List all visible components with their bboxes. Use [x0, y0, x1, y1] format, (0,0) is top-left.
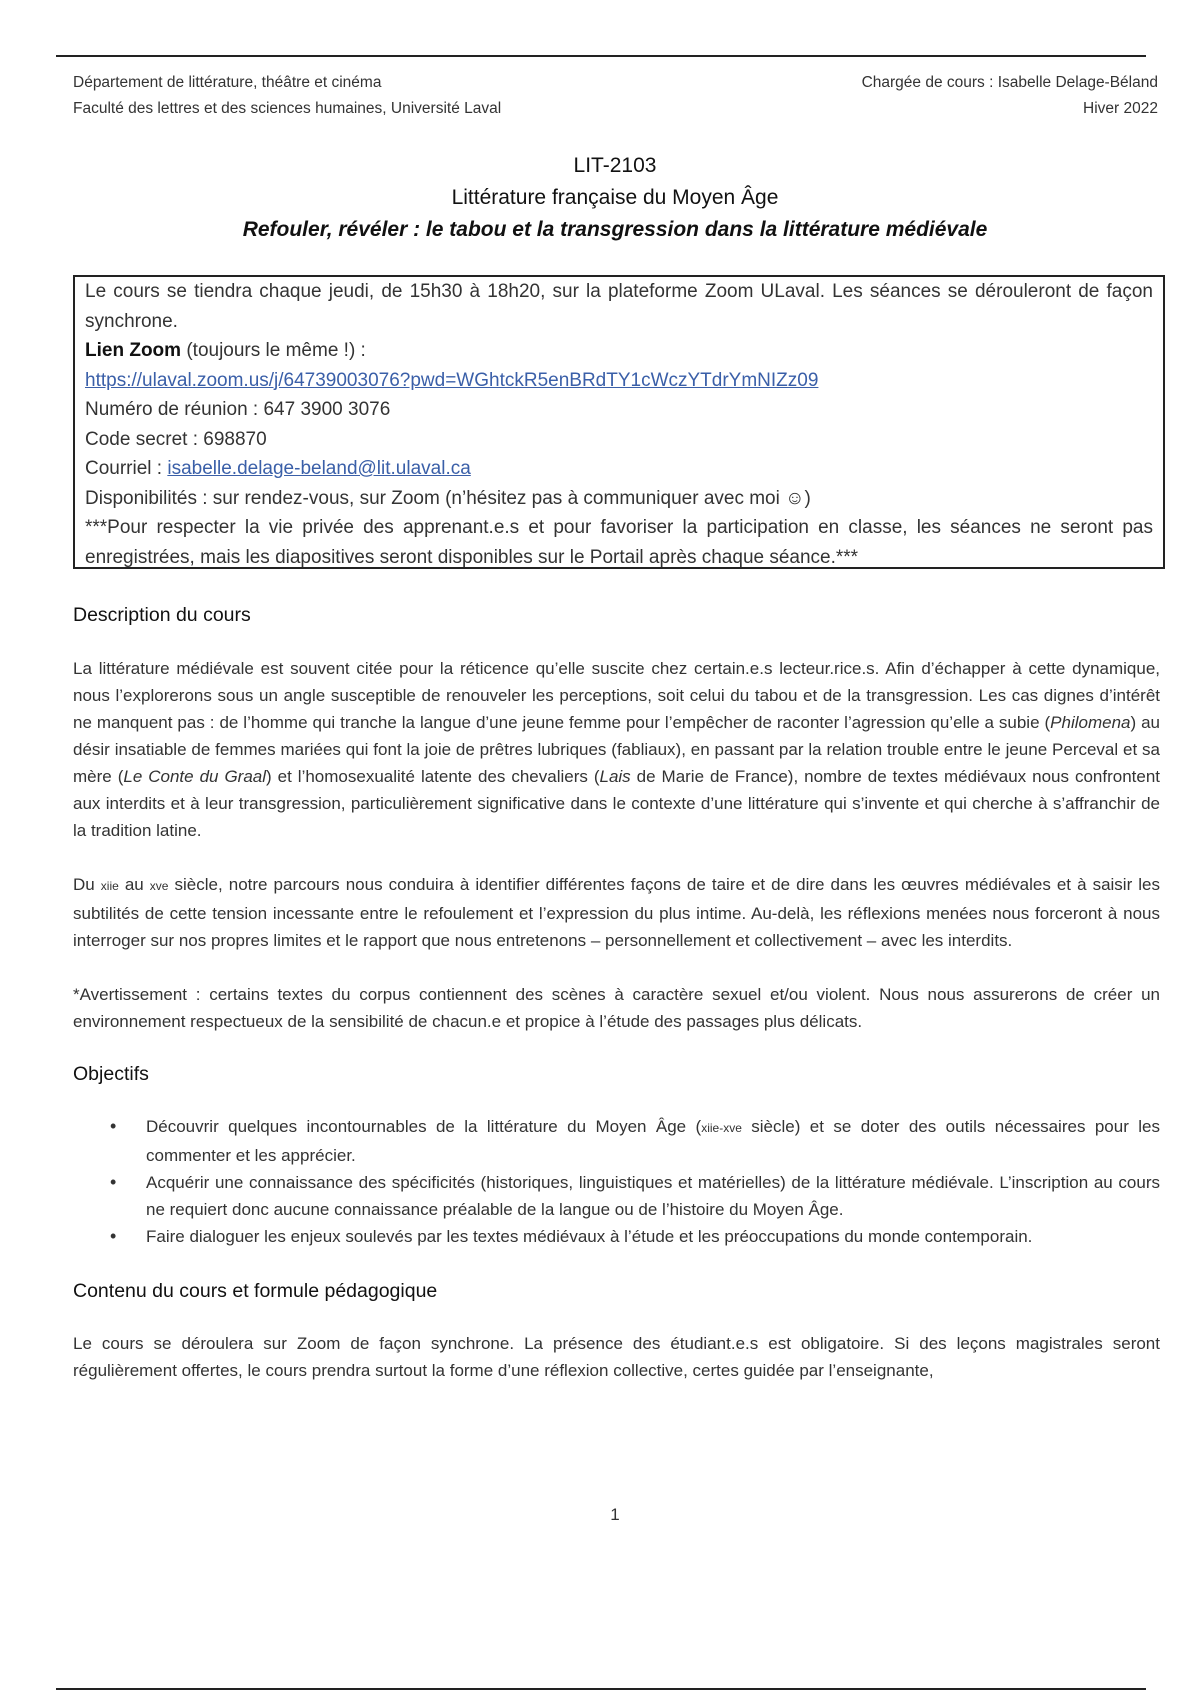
warning-paragraph: *Avertissement : certains textes du corpus contiennent des scènes à caractère sexuel et/ou violent. Nous nous assurerons de créer un environnement respectueux de la sensibilité de chacun.e et propice à l’étude des passages plus délicats.	[73, 985, 1160, 1031]
objective-item	[73, 1113, 1160, 1169]
course-code: LIT-2103	[573, 154, 657, 177]
zoom-note: (toujours le même !) :	[181, 340, 366, 361]
objective-3-text: Faire dialoguer les enjeux soulevés par les textes médiévaux à l’étude et les préoccupations du monde contemporain.	[146, 1227, 1033, 1246]
privacy-note: ***Pour respecter la vie privée des apprenant.e.s et pour favoriser la participation en classe, les séances ne seront pas enregistrées, mais les diapositives seront disponibles sur le Portail après chaque séance.***	[85, 517, 1153, 568]
main-content	[73, 600, 1160, 1384]
p2-au: au	[118, 875, 150, 894]
faculty: Faculté des lettres et des sciences humaines, Université Laval	[73, 100, 502, 117]
objective-1-centuries: xiie-xve	[701, 1121, 742, 1135]
objectives-heading: Objectifs	[73, 1063, 149, 1085]
p1-text-c: ) et l’homosexualité latente des chevaliers (	[266, 767, 600, 786]
philomena-title: Philomena	[1050, 713, 1131, 732]
schedule-text: Le cours se tiendra chaque jeudi, de 15h30 à 18h20, sur la plateforme Zoom ULaval. Les séances se dérouleront de façon synchrone.	[85, 281, 1153, 332]
description-paragraph-1	[73, 655, 1160, 844]
zoom-label: Lien Zoom	[85, 340, 182, 361]
bullet-icon: •	[110, 1172, 117, 1192]
top-rule	[56, 55, 1146, 57]
department: Département de littérature, théâtre et cinéma	[73, 74, 382, 91]
graal-title: Le Conte du Graal	[123, 767, 267, 786]
zoom-line	[85, 336, 1153, 366]
p1-text-d: de Marie de France), nombre de textes médiévaux nous confrontent aux interdits et à leur transgression, particulièrement significative dans le contexte d’une littérature qui s’invente et qui cherche à s’affranchir de la tradition latine.	[73, 767, 1161, 840]
century-xv: xve	[149, 879, 169, 893]
objective-1-text-b: siècle) et se doter des outils nécessaires pour les commenter et les apprécier.	[146, 1117, 1160, 1165]
objective-1-text-a: Découvrir quelques incontournables de la littérature du Moyen Âge (	[146, 1117, 702, 1136]
lecturer: Chargée de cours : Isabelle Delage-Béland	[861, 74, 1158, 91]
header-left	[73, 70, 501, 122]
availability: Disponibilités : sur rendez-vous, sur Zoom (n’hésitez pas à communiquer avec moi ☺)	[85, 487, 811, 509]
course-subtitle: Refouler, révéler : le tabou et la transgression dans la littérature médiévale	[242, 218, 988, 241]
content-paragraph-1: Le cours se déroulera sur Zoom de façon synchrone. La présence des étudiant.e.s est obligatoire. Si des leçons magistrales seront régulièrement offertes, le cours prendra surtout la forme d’une réflexion collective, certes guidée par l’enseignante,	[73, 1334, 1160, 1380]
objective-item	[73, 1169, 1160, 1223]
description-paragraph-2	[73, 871, 1160, 954]
bullet-icon: •	[110, 1226, 117, 1246]
page-header	[73, 70, 1158, 122]
zoom-link[interactable]: https://ulaval.zoom.us/j/64739003076?pwd=WGhtckR5enBRdTY1cWczYTdrYmNIZz09	[85, 369, 819, 391]
content-heading: Contenu du cours et formule pédagogique	[73, 1280, 438, 1302]
email-line	[85, 454, 1153, 484]
meeting-number: Numéro de réunion : 647 3900 3076	[85, 399, 391, 420]
p2-du: Du	[73, 875, 101, 894]
objective-item	[73, 1223, 1160, 1250]
page-number: 1	[610, 1505, 620, 1524]
header-right	[862, 70, 1158, 122]
objectives-list	[73, 1113, 1160, 1250]
course-info-box	[73, 275, 1165, 569]
p1-text-b: ) au désir insatiable de femmes mariées qui font la joie de prêtres lubriques (fabliaux), en passant par la relation trouble entre le jeune Perceval et sa mère (	[73, 713, 1161, 786]
secret-code: Code secret : 698870	[85, 428, 267, 450]
p1-text-a: La littérature médiévale est souvent citée pour la réticence qu’elle suscite chez certain.e.s lecteur.rice.s. Afin d’échapper à cette dynamique, nous l’explorerons sous un angle susceptible de renouveler les perceptions, soit celui du tabou et de la transgression. Les cas dignes d’intérêt ne manquent pas : de l’homme qui tranche la langue d’une jeune femme pour l’empêcher de raconter l’agression qu’elle a subie (	[73, 659, 1160, 732]
p2-rest: siècle, notre parcours nous conduira à identifier différentes façons de taire et de dire dans les œuvres médiévales et à saisir les subtilités de cette tension incessante entre le refoulement et l’expression du plus intime. Au-delà, les réflexions menées nous forceront à nous interroger sur nos propres limites et le rapport que nous entretenons – personnellement et collectivement – avec les interdits.	[73, 875, 1161, 950]
term: Hiver 2022	[1083, 100, 1158, 117]
course-title: Littérature française du Moyen Âge	[451, 186, 779, 209]
objective-2-text: Acquérir une connaissance des spécificités (historiques, linguistiques et matérielles) de la littérature médiévale. L’inscription au cours ne requiert donc aucune connaissance préalable de la langue ou de l’histoire du Moyen Âge.	[146, 1173, 1160, 1219]
lais-title: Lais	[599, 767, 631, 786]
description-heading: Description du cours	[73, 604, 251, 626]
bottom-rule	[56, 1688, 1146, 1690]
email-label: Courriel :	[85, 458, 168, 479]
century-xii: xiie	[100, 879, 119, 893]
email-link[interactable]: isabelle.delage-beland@lit.ulaval.ca	[167, 458, 471, 479]
course-titles	[0, 150, 1200, 246]
bullet-icon: •	[110, 1116, 117, 1136]
